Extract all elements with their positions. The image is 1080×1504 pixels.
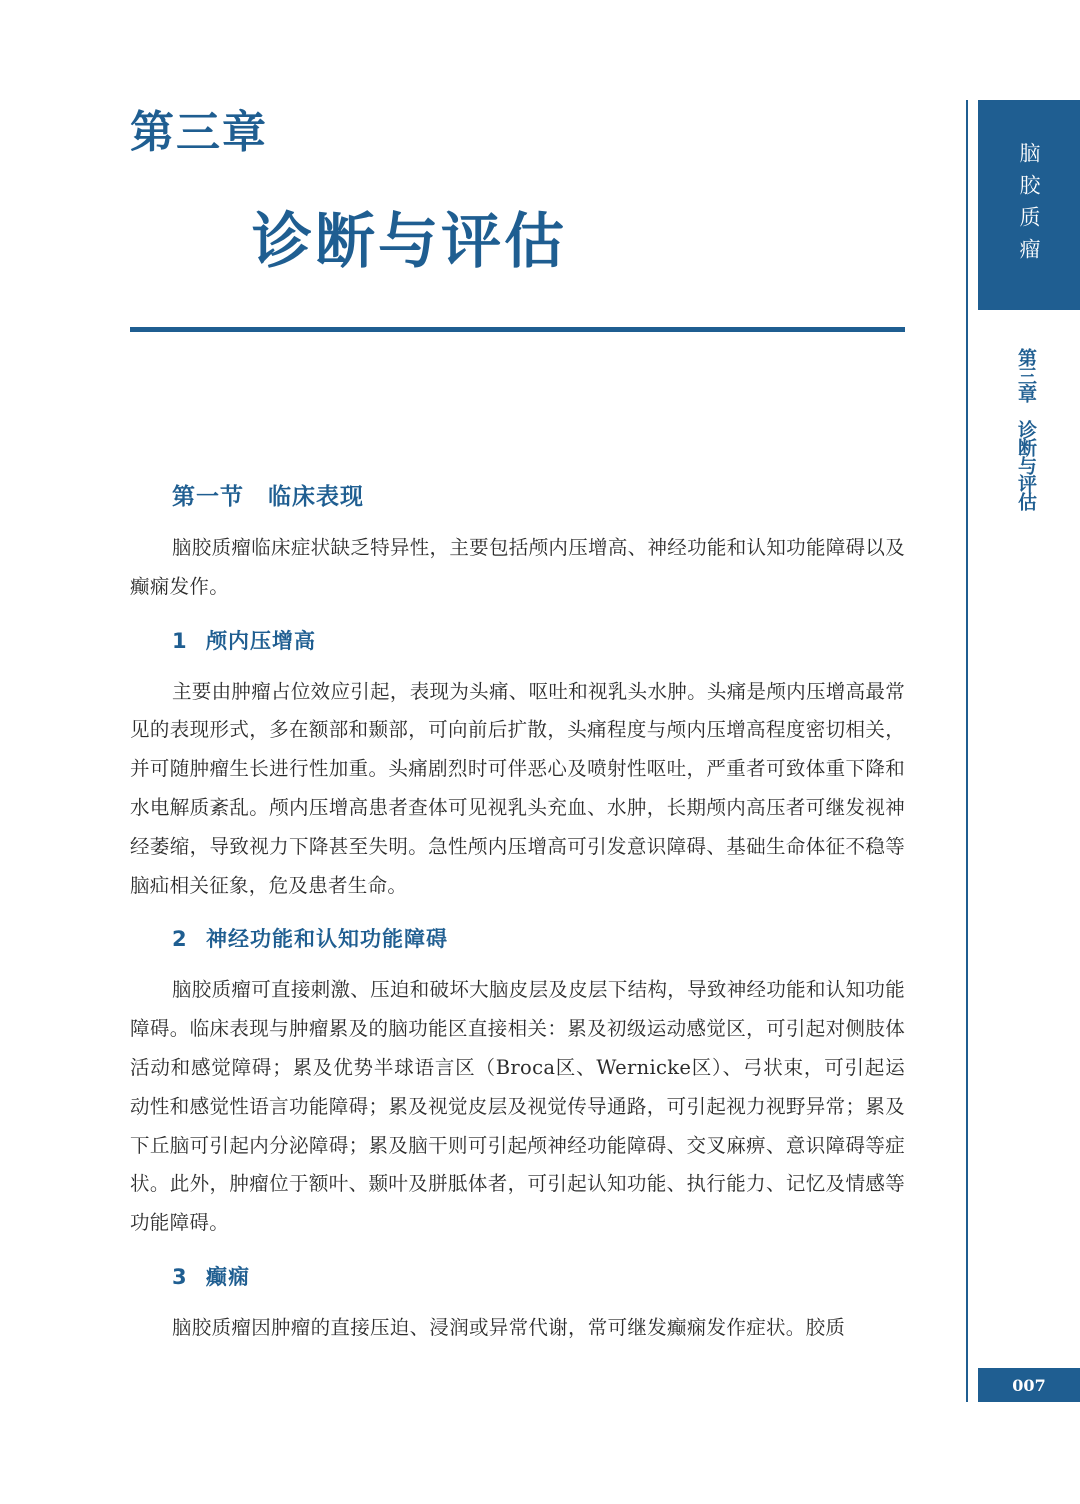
- section-heading: [172, 478, 905, 511]
- chapter-title: 诊断与评估: [252, 207, 567, 277]
- subsection-heading: [172, 625, 905, 655]
- section-intro: 脑胶质瘤临床症状缺乏特异性，主要包括颅内压增高、神经功能和认知功能障碍以及癫痫发作。: [130, 536, 905, 598]
- sidebar-book-tab: [978, 100, 1080, 310]
- subsection-number: 3: [172, 1264, 188, 1289]
- subsection-body: 脑胶质瘤因肿瘤的直接压迫、浸润或异常代谢，常可继发癫痫发作症状。胶质: [172, 1315, 846, 1339]
- subsection-title: 神经功能和认知功能障碍: [206, 927, 448, 952]
- sidebar-chapter: [1004, 348, 1040, 510]
- sidebar-book-title: 脑胶质瘤: [1017, 142, 1041, 270]
- subsection-title: 癫痫: [206, 1264, 250, 1289]
- sidebar-divider: [966, 100, 968, 1402]
- subsection-heading: [172, 1261, 905, 1291]
- section-number: 第一节: [172, 483, 244, 510]
- subsection-body: 主要由肿瘤占位效应引起，表现为头痛、呕吐和视乳头水肿。头痛是颅内压增高最常见的表现形式，多在额部和颞部，可向前后扩散，头痛程度与颅内压增高程度密切相关，并可随肿瘤生长进行性加重。头痛剧烈时可伴恶心及喷射性呕吐，严重者可致体重下降和水电解质紊乱。颅内压增高患者查体可见视乳头充血、水肿，长期颅内高压者可继发视神经萎缩，导致视力下降甚至失明。急性颅内压增高可引发意识障碍、基础生命体征不稳等脑疝相关征象，危及患者生命。: [130, 679, 905, 897]
- subsection-body: 脑胶质瘤可直接刺激、压迫和破坏大脑皮层及皮层下结构，导致神经功能和认知功能障碍。临床表现与肿瘤累及的脑功能区直接相关：累及初级运动感觉区，可引起对侧肢体活动和感觉障碍；累及优势半球语言区（Broca区、Wernicke区）、弓状束，可引起运动性和感觉性语言功能障碍；累及视觉皮层及视觉传导通路，可引起视力视野异常；累及下丘脑可引起内分泌障碍；累及脑干则可引起颅神经功能障碍、交叉麻痹、意识障碍等症状。此外，肿瘤位于额叶、颞叶及胼胝体者，可引起认知功能、执行能力、记忆及情感等功能障碍。: [130, 978, 905, 1235]
- main-content: [130, 478, 905, 1348]
- page-number: 007: [978, 1368, 1080, 1402]
- chapter-label: 第三章: [130, 107, 268, 158]
- sidebar-chapter-label: 第三章: [1015, 348, 1037, 402]
- subsection-heading: [172, 923, 905, 953]
- title-divider: [130, 327, 905, 332]
- sidebar-chapter-title: 诊断与评估: [1015, 420, 1037, 510]
- subsection-number: 2: [172, 927, 188, 952]
- section-title: 临床表现: [268, 483, 364, 510]
- subsection-number: 1: [172, 628, 188, 653]
- subsection-title: 颅内压增高: [206, 628, 316, 653]
